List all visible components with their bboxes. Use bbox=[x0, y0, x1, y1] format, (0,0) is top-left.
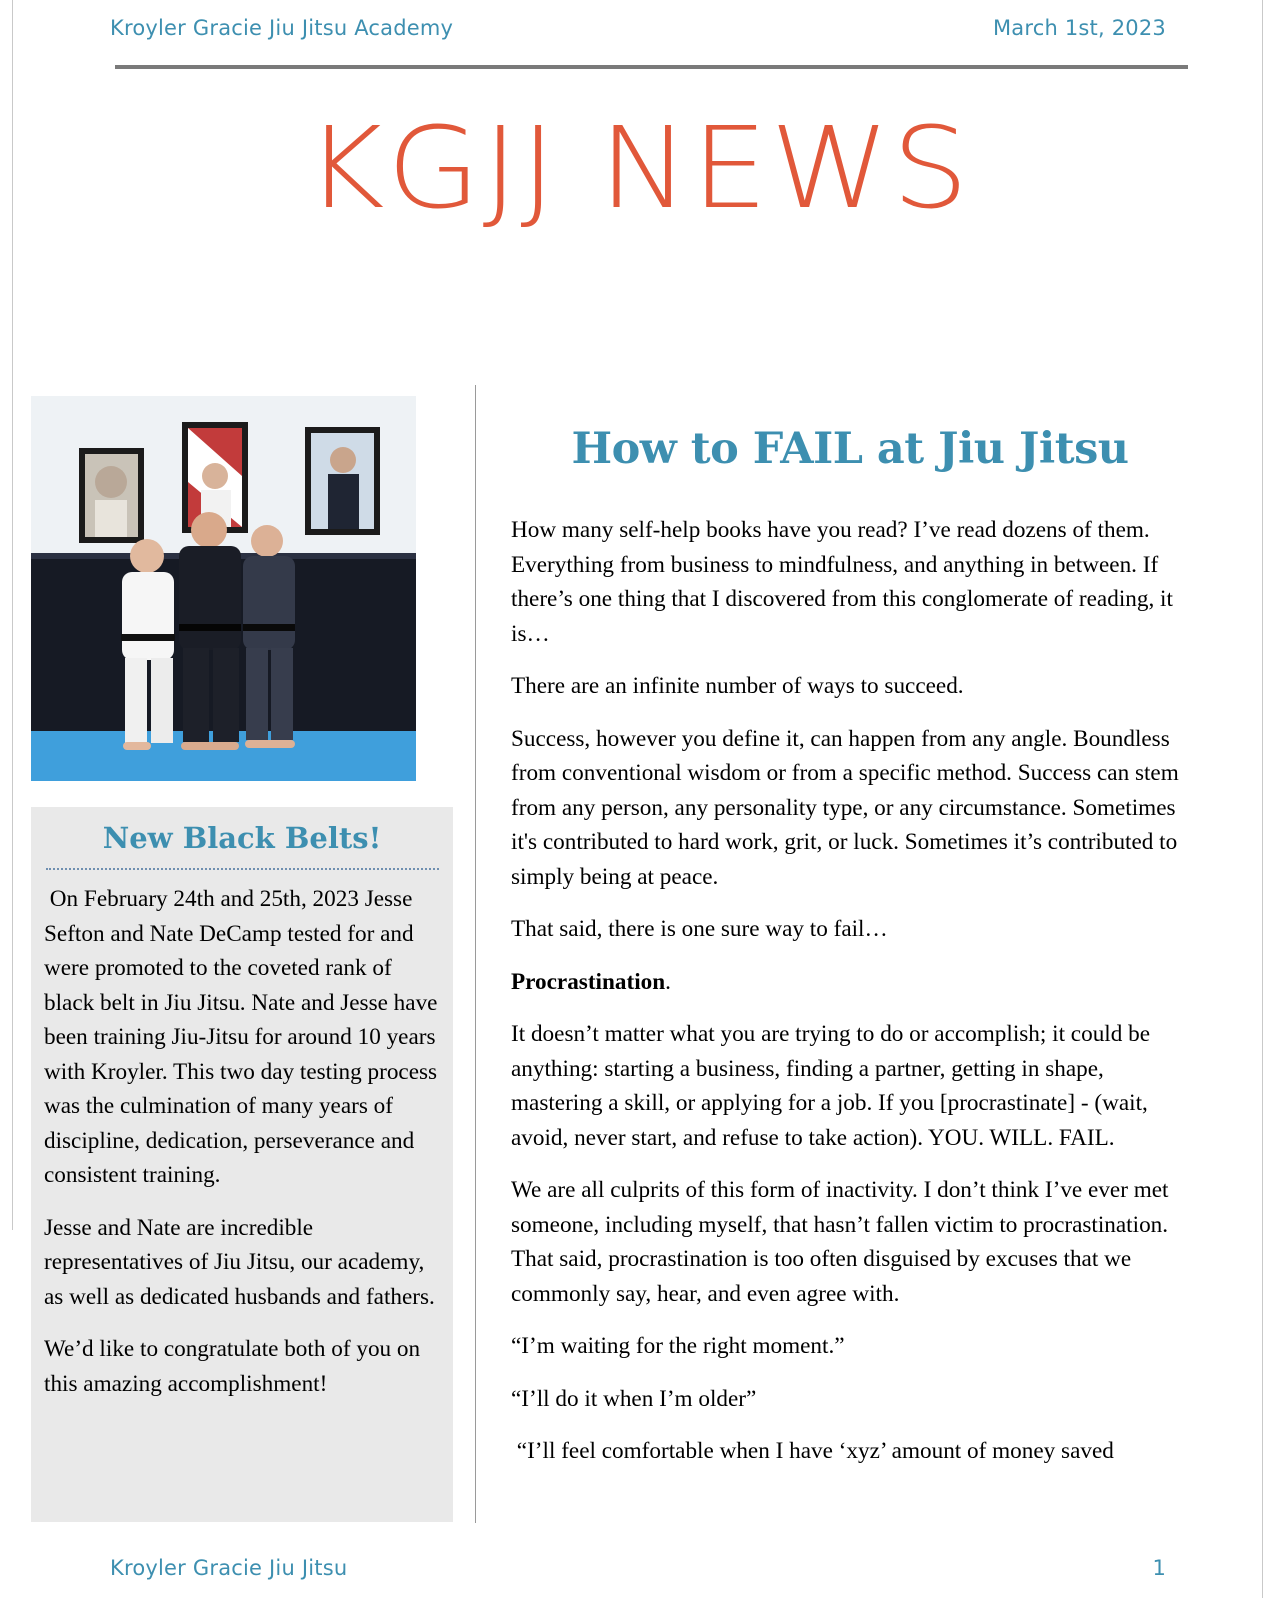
newsletter-masthead: KGJJ NEWS bbox=[305, 104, 971, 234]
header-date: March 1st, 2023 bbox=[992, 16, 1166, 40]
article-paragraph-procrastination bbox=[511, 965, 1201, 1000]
header-divider bbox=[115, 65, 1188, 69]
article-quote: “I’ll feel comfortable when I have ‘xyz’ amount of money saved bbox=[511, 1438, 1114, 1464]
sidebar-paragraph: We’d like to congratulate both of you on this amazing accomplishment! bbox=[44, 1336, 421, 1397]
header-org-name: Kroyler Gracie Jiu Jitsu Academy bbox=[110, 16, 454, 40]
article-paragraph: It doesn’t matter what you are trying to do or accomplish; it could be anything: starting a business, finding a partner, getting in shape, mastering a skill, or applying for a job. If you [procrastinate] - (wait, avoid, never start, and refuse to take action). YOU. WILL. FAIL. bbox=[511, 1021, 1151, 1151]
black-belt-group-photo bbox=[31, 396, 416, 781]
article-title: How to FAIL at Jiu Jitsu bbox=[571, 424, 1129, 474]
footer-org-name: Kroyler Gracie Jiu Jitsu bbox=[110, 1556, 348, 1580]
black-belt-group-photo-icon bbox=[31, 396, 416, 781]
article-paragraph: There are an infinite number of ways to succeed. bbox=[511, 673, 964, 699]
page-edge-right bbox=[1262, 0, 1263, 1598]
sidebar-paragraph: Jesse and Nate are incredible representatives of Jiu Jitsu, our academy, as well as dedicated husbands and fathers. bbox=[44, 1214, 435, 1310]
procrastination-bold-word: Procrastination bbox=[511, 968, 666, 995]
article-paragraph: That said, there is one sure way to fail… bbox=[511, 916, 888, 942]
procrastination-period: . bbox=[665, 968, 671, 995]
article-body bbox=[511, 513, 1201, 1487]
new-black-belts-sidebar bbox=[31, 807, 453, 1522]
sidebar-body bbox=[44, 882, 444, 1419]
sidebar-dotted-divider bbox=[46, 868, 439, 870]
article-paragraph: Success, however you define it, can happen from any angle. Boundless from conventional wisdom or from a specific method. Success can stem from any person, any personality type, or any circumstance. Sometimes it's contributed to hard work, grit, or luck. Sometimes it’s contributed to simply being at peace. bbox=[511, 725, 1179, 890]
article-quote: “I’m waiting for the right moment.” bbox=[511, 1333, 845, 1359]
sidebar-paragraph: On February 24th and 25th, 2023 Jesse Sefton and Nate DeCamp tested for and were promoted to the coveted rank of black belt in Jiu Jitsu. Nate and Jesse have been training Jiu-Jitsu for around 10 years with Kroyler. This two day testing process was the culmination of many years of discipline, dedication, perseverance and consistent training. bbox=[44, 886, 438, 1188]
article-paragraph: We are all culprits of this form of inactivity. I don’t think I’ve ever met someone, including myself, that hasn’t fallen victim to procrastination. That said, procrastination is too often disguised by excuses that we commonly say, hear, and even agree with. bbox=[511, 1177, 1169, 1307]
article-paragraph: How many self-help books have you read? I’ve read dozens of them. Everything from business to mindfulness, and anything in between. If there’s one thing that I discovered from this conglomerate of reading, it is… bbox=[511, 517, 1173, 647]
footer-page-number: 1 bbox=[1152, 1556, 1166, 1580]
sidebar-title: New Black Belts! bbox=[102, 821, 382, 855]
column-divider bbox=[475, 385, 476, 1523]
article-quote: “I’ll do it when I’m older” bbox=[511, 1385, 757, 1412]
